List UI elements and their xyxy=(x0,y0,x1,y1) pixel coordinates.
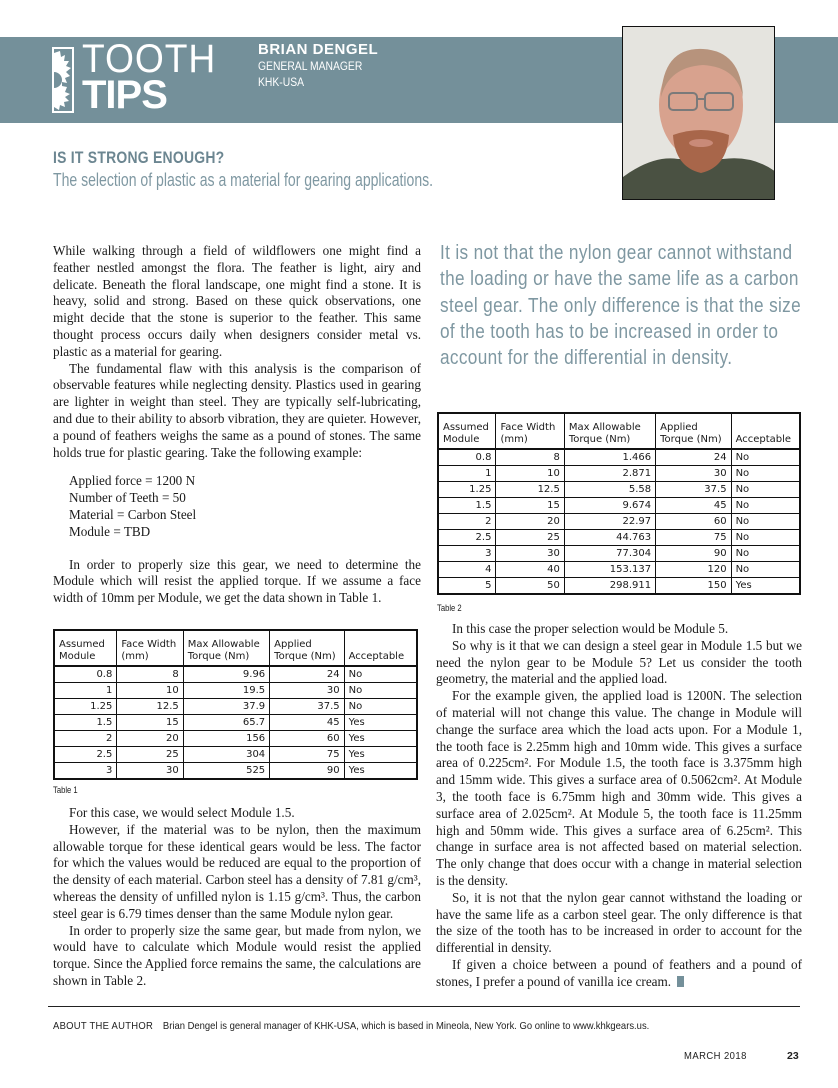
cell: 90 xyxy=(270,763,344,780)
cell: 1.5 xyxy=(438,498,496,514)
table-row xyxy=(438,546,800,562)
table-row xyxy=(54,715,417,731)
table-row xyxy=(438,578,800,595)
cell: 3 xyxy=(54,763,117,780)
column-header: Acceptable xyxy=(344,630,417,666)
paragraph: In order to properly size the same gear, but made from nylon, we would have to calculate which Module would resist the applied torque. Since the Applied force remains the same, the calculations are shown in Table 2. xyxy=(53,922,421,988)
cell: 75 xyxy=(656,530,731,546)
cell: 10 xyxy=(496,466,564,482)
cell: 44.763 xyxy=(564,530,655,546)
cell: 45 xyxy=(270,715,344,731)
cell: 2.871 xyxy=(564,466,655,482)
paragraph: For this case, we would select Module 1.5. xyxy=(69,805,295,820)
cell: Yes xyxy=(344,715,417,731)
author-role: GENERAL MANAGER xyxy=(258,61,363,73)
cell: 15 xyxy=(117,715,183,731)
paragraph: So why is it that we can design a steel gear in Module 1.5 but we need the nylon gear to be Module 5? Let us consider the tooth geometry, the material and the applied load. xyxy=(436,637,802,687)
cell: Yes xyxy=(344,763,417,780)
table-row xyxy=(54,763,417,780)
cell: 298.911 xyxy=(564,578,655,595)
author-block xyxy=(258,41,378,91)
cell: 0.8 xyxy=(438,449,496,466)
logo-word-tooth: TOOTH xyxy=(82,37,217,81)
cell: No xyxy=(731,449,800,466)
tooth-tips-logo xyxy=(52,37,232,117)
table-1 xyxy=(53,629,418,780)
table-row xyxy=(438,562,800,578)
cell: 10 xyxy=(117,683,183,699)
issue-date: MARCH 2018 xyxy=(684,1050,747,1062)
about-the-author xyxy=(53,1020,649,1032)
cell: 0.8 xyxy=(54,666,117,683)
cell: No xyxy=(731,498,800,514)
column-header: Applied Torque (Nm) xyxy=(656,413,731,449)
example-line: Material = Carbon Steel xyxy=(69,506,197,522)
paragraph: For the example given, the applied load is 1200N. The selection of material will not change this value. The change in Module will change the surface area which the load acts upon. For a Module 1, the tooth face is 2.25mm high and 10mm wide. This gives a surface area of 0.225cm². For Module 1.5, the tooth face is 3.375mm high and 15mm wide. This gives a surface area of 0.5062cm². At Module 3, the tooth face is 6.75mm high and 30mm wide. This gives a surface area of 2.025cm². At Module 5, the tooth face is 11.25mm high and 50mm wide. This gives a surface area of 6.25cm². This change in surface area is not affected based on material selection. The only change that does occur with a change in material selection is the density. xyxy=(436,688,802,888)
logo-word-tips: TIPS xyxy=(82,73,167,117)
cell: 12.5 xyxy=(496,482,564,498)
cell: 5 xyxy=(438,578,496,595)
paragraph: The fundamental flaw with this analysis is the comparison of observable features while neglecting density. Plastics used in gearing are lighter in weight than steel. They are typically self-lubricating, and due to their ability to absorb vibration, they are quieter. However, a pound of feathers weighs the same as a pound of stones. The same holds true for plastic gearing. Take the following example: xyxy=(53,360,421,460)
cell: Yes xyxy=(344,731,417,747)
cell: 25 xyxy=(496,530,564,546)
footer-divider xyxy=(48,1006,800,1007)
cell: 156 xyxy=(183,731,269,747)
table-row xyxy=(438,530,800,546)
paragraph xyxy=(436,957,802,991)
cell: No xyxy=(731,562,800,578)
cell: 304 xyxy=(183,747,269,763)
cell: 4 xyxy=(438,562,496,578)
cell: 40 xyxy=(496,562,564,578)
cell: 22.97 xyxy=(564,514,655,530)
cell: 65.7 xyxy=(183,715,269,731)
paragraph: So, it is not that the nylon gear cannot withstand the loading or have the same life as a carbon steel gear. The only difference is that the size of the tooth has to be increased in order to account for the differential in density. xyxy=(436,889,802,956)
cell: 77.304 xyxy=(564,546,655,562)
table-row xyxy=(54,731,417,747)
left-column-lower xyxy=(53,805,421,990)
paragraph: While walking through a field of wildflowers one might find a feather nestled amongst the flora. The feather is light, airy and delicate. Beneath the floral landscape, one might find a stone. It is heavy, solid and strong. Based on these quick observations, one might decide that the stone is superior to the feather. This same thought process occurs daily when designers consider metal vs. plastic as a material for gearing. xyxy=(53,243,421,359)
example-line: Module = TBD xyxy=(69,523,151,539)
column-header: Max Allowable Torque (Nm) xyxy=(564,413,655,449)
cell: No xyxy=(344,666,417,683)
article-subtitle: The selection of plastic as a material for gearing applications. xyxy=(53,170,434,190)
column-header: Assumed Module xyxy=(438,413,496,449)
cell: 60 xyxy=(656,514,731,530)
cell: No xyxy=(731,466,800,482)
cell: 19.5 xyxy=(183,683,269,699)
cell: 2 xyxy=(54,731,117,747)
closing-text: If given a choice between a pound of feathers and a pound of stones, I prefer a pound of vanilla ice cream. xyxy=(436,956,802,989)
cell: 2.5 xyxy=(54,747,117,763)
cell: 1.25 xyxy=(438,482,496,498)
cell: 30 xyxy=(656,466,731,482)
cell: No xyxy=(344,699,417,715)
table-row xyxy=(438,449,800,466)
cell: 20 xyxy=(496,514,564,530)
column-header: Max Allowable Torque (Nm) xyxy=(183,630,269,666)
cell: 50 xyxy=(496,578,564,595)
column-header: Applied Torque (Nm) xyxy=(270,630,344,666)
table-row xyxy=(54,683,417,699)
cell: 1.25 xyxy=(54,699,117,715)
example-line: Number of Teeth = 50 xyxy=(69,490,186,506)
cell: 25 xyxy=(117,747,183,763)
cell: 1 xyxy=(54,683,117,699)
author-photo xyxy=(622,26,775,200)
cell: 75 xyxy=(270,747,344,763)
cell: 153.137 xyxy=(564,562,655,578)
cell: 30 xyxy=(117,763,183,780)
cell: 5.58 xyxy=(564,482,655,498)
column-header: Face Width (mm) xyxy=(117,630,183,666)
table-header-row xyxy=(54,630,417,666)
column-header: Acceptable xyxy=(731,413,800,449)
table-2-caption: Table 2 xyxy=(437,603,462,613)
author-name: BRIAN DENGEL xyxy=(258,41,379,58)
cell: 8 xyxy=(117,666,183,683)
about-text: Brian Dengel is general manager of KHK-USA, which is based in Mineola, New York. Go online to www.khkgears.us. xyxy=(162,1020,650,1032)
end-mark-icon xyxy=(677,976,684,987)
table-row xyxy=(54,699,417,715)
table-row xyxy=(438,514,800,530)
paragraph: However, if the material was to be nylon, then the maximum allowable torque for these identical gears would be less. The factor for which the values would be reduced are equal to the proportion of the density of each material. Carbon steel has a density of 7.81 g/cm³, whereas the density of unfilled nylon is 1.15 g/cm³. Thus, the carbon steel gear is 6.79 times denser than the same Module nylon gear. xyxy=(53,821,421,921)
cell: 15 xyxy=(496,498,564,514)
cell: 2 xyxy=(438,514,496,530)
column-header: Assumed Module xyxy=(54,630,117,666)
table-2 xyxy=(437,412,801,595)
page-number: 23 xyxy=(787,1050,799,1062)
cell: 37.9 xyxy=(183,699,269,715)
cell: 2.5 xyxy=(438,530,496,546)
cell: 9.674 xyxy=(564,498,655,514)
table-row xyxy=(438,466,800,482)
example-line: Applied force = 1200 N xyxy=(69,473,196,489)
gear-icon xyxy=(52,47,74,113)
cell: No xyxy=(344,683,417,699)
pull-quote: It is not that the nylon gear cannot withstand the loading or have the same life as a carbon steel gear. The only difference is that the size of the tooth has to be increased in order to account for the differential in density. xyxy=(440,242,802,370)
column-header: Face Width (mm) xyxy=(496,413,564,449)
cell: No xyxy=(731,546,800,562)
cell: 3 xyxy=(438,546,496,562)
cell: 30 xyxy=(270,683,344,699)
cell: 120 xyxy=(656,562,731,578)
paragraph: In order to properly size this gear, we need to determine the Module which will resist the applied torque. If we assume a face width of 10mm per Module, we get the data shown in Table 1. xyxy=(53,556,421,606)
cell: Yes xyxy=(344,747,417,763)
cell: 525 xyxy=(183,763,269,780)
cell: 24 xyxy=(656,449,731,466)
author-company: KHK-USA xyxy=(258,77,305,89)
table-row xyxy=(54,666,417,683)
cell: 37.5 xyxy=(656,482,731,498)
cell: 30 xyxy=(496,546,564,562)
cell: 20 xyxy=(117,731,183,747)
cell: No xyxy=(731,530,800,546)
cell: 24 xyxy=(270,666,344,683)
cell: 37.5 xyxy=(270,699,344,715)
portrait-illustration xyxy=(623,27,775,200)
cell: No xyxy=(731,482,800,498)
table-header-row xyxy=(438,413,800,449)
cell: 12.5 xyxy=(117,699,183,715)
cell: Yes xyxy=(731,578,800,595)
cell: 1.5 xyxy=(54,715,117,731)
left-column xyxy=(53,243,421,607)
article-kicker: IS IT STRONG ENOUGH? xyxy=(53,148,225,167)
about-label: ABOUT THE AUTHOR xyxy=(53,1020,154,1032)
cell: 8 xyxy=(496,449,564,466)
table-row xyxy=(54,747,417,763)
cell: 9.96 xyxy=(183,666,269,683)
paragraph: In this case the proper selection would be Module 5. xyxy=(452,621,729,636)
cell: 90 xyxy=(656,546,731,562)
cell: 150 xyxy=(656,578,731,595)
cell: No xyxy=(731,514,800,530)
right-column xyxy=(436,621,802,991)
cell: 1.466 xyxy=(564,449,655,466)
cell: 45 xyxy=(656,498,731,514)
table-row xyxy=(438,482,800,498)
cell: 1 xyxy=(438,466,496,482)
table-row xyxy=(438,498,800,514)
table-1-caption: Table 1 xyxy=(53,785,78,795)
cell: 60 xyxy=(270,731,344,747)
